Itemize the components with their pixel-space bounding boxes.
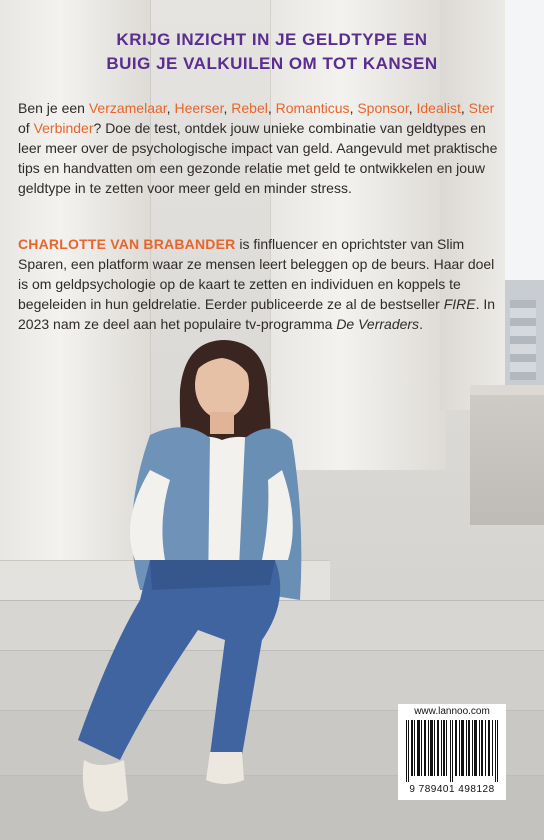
intro-rest: ? Doe de test, ontdek jouw unieke combinatie van geldtypes en leer meer over de psychologische impact van geld. Aangevuld met praktische tips en handvatten om een gezonde relatie met geld te ontwikkelen en jouw geldtype in te zetten voor meer geld en minder stress. xyxy=(18,120,498,196)
geldtype-heerser: Heerser xyxy=(174,100,224,116)
geldtype-verbinder: Verbinder xyxy=(33,120,94,136)
intro-paragraph: Ben je een Verzamelaar, Heerser, Rebel, Romanticus, Sponsor, Idealist, Ster of Verbinder? Doe de test, ontdek jouw unieke combinatie van geldtypes en leer meer over de psychologische impact van geld. Aangevuld met praktische tips en handvatten om een gezonde relatie met geld te ontwikkelen en jouw geldtype in te zetten voor meer geld en minder stress. xyxy=(18,100,498,196)
geldtype-idealist: Idealist xyxy=(416,100,461,116)
isbn-barcode xyxy=(398,704,506,800)
author-bio: CHARLOTTE VAN BRABANDER is finfluencer en oprichtster van Slim Sparen, een platform waar ze mensen leert beleggen op de beurs. Haar doel is om geldpsychologie op de kaart te zetten en individuen en koppels te begeleiden in hun geldrelatie. Eerder publiceerde ze al de bestseller FIRE. In 2023 nam ze deel aan het populaire tv-programma De Verraders. xyxy=(18,236,496,332)
tv-show-title: De Verraders xyxy=(336,316,420,332)
cover-headline xyxy=(0,28,544,76)
geldtype-ster: Ster xyxy=(468,100,495,116)
geldtype-romanticus: Romanticus xyxy=(275,100,350,116)
intro-prefix: Ben je een xyxy=(18,100,89,116)
headline-line-2: BUIG JE VALKUILEN OM TOT KANSEN xyxy=(106,54,438,73)
isbn-number: 9 789401 498128 xyxy=(409,784,495,795)
publisher-url: www.lannoo.com xyxy=(414,706,490,717)
author-name: CHARLOTTE VAN BRABANDER xyxy=(18,236,236,252)
geldtype-rebel: Rebel xyxy=(231,100,268,116)
book-title-fire: FIRE xyxy=(443,296,476,312)
headline-line-1: KRIJG INZICHT IN JE GELDTYPE EN xyxy=(116,30,428,49)
geldtype-sponsor: Sponsor xyxy=(357,100,409,116)
geldtype-verzamelaar: Verzamelaar xyxy=(88,100,167,116)
barcode-icon xyxy=(404,720,500,782)
